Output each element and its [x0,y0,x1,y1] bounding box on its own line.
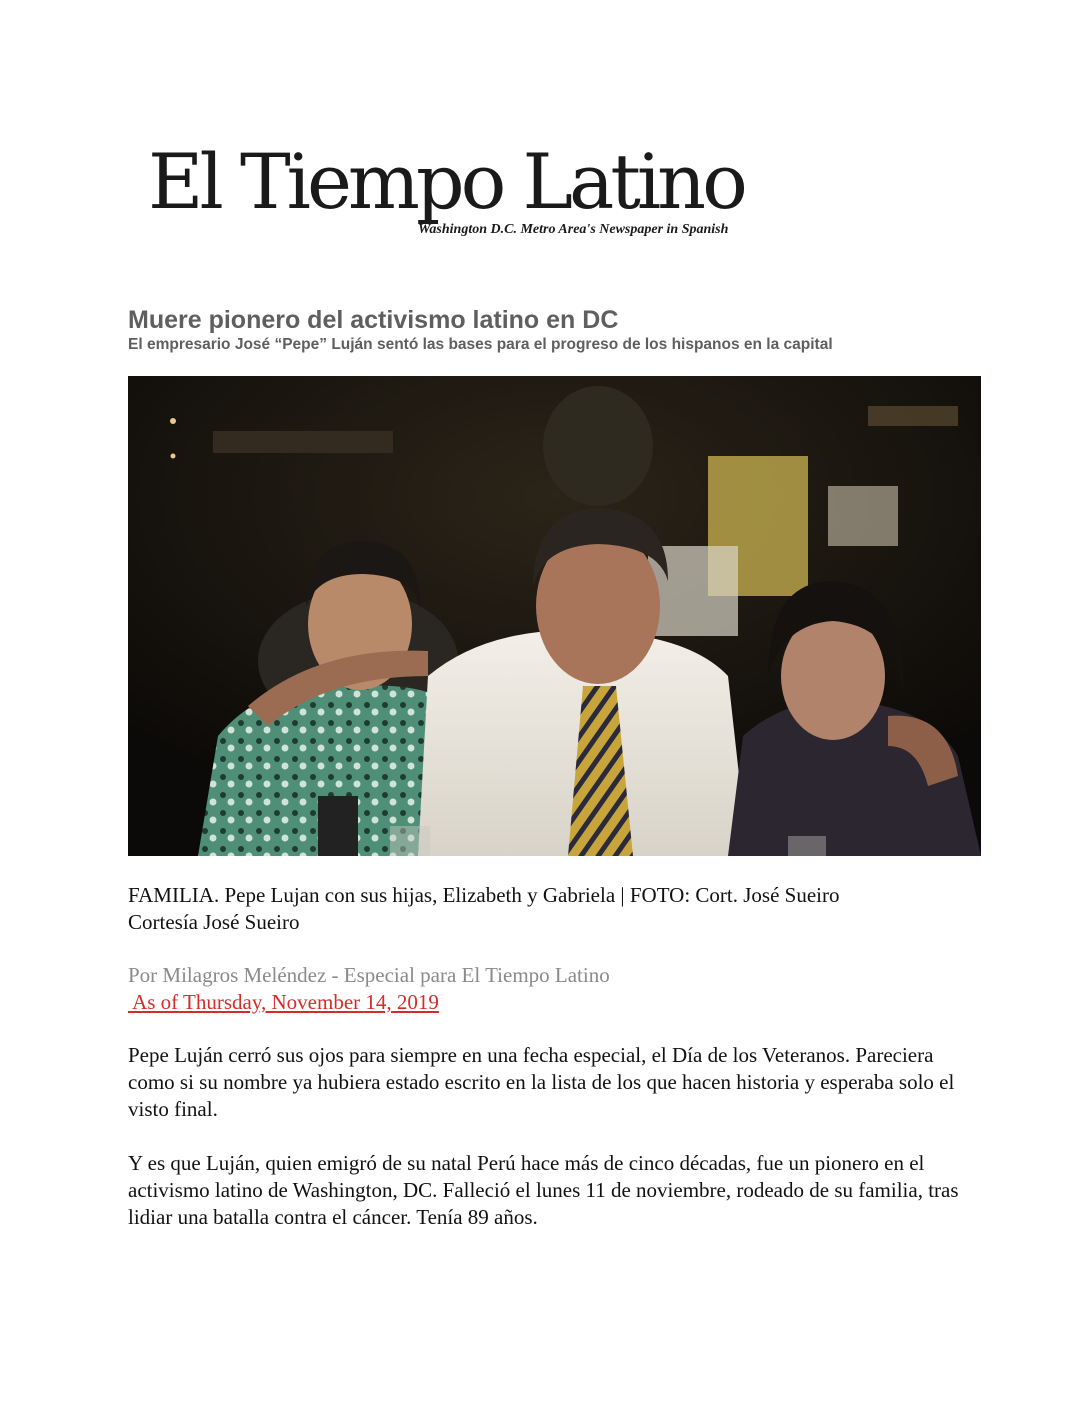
article-paragraph-2: Y es que Luján, quien emigró de su natal Perú hace más de cinco décadas, fue un pionero en el activismo latino de Washington, DC. Falleció el lunes 11 de noviembre, rodeado de su familia, tras lidiar una batalla contra el cáncer. Tenía 89 años. [128,1151,959,1229]
article-date-link[interactable]: As of Thursday, November 14, 2019 [128,990,439,1014]
article-paragraph-1: Pepe Luján cerró sus ojos para siempre en una fecha especial, el Día de los Veteranos. Pareciera como si su nombre ya hubiera estado escrito en la lista de los que hacen historia y esperaba solo el visto final. [128,1043,955,1121]
photo-caption [128,882,988,936]
masthead-logo [148,137,748,242]
article-headline: Muere pionero del activismo latino en DC [128,306,619,334]
caption-line-2: Cortesía José Sueiro [128,910,300,934]
masthead-title: El Tiempo Latino [148,137,744,226]
article-subheadline: El empresario José “Pepe” Luján sentó las bases para el progreso de los hispanos en la capital [128,336,833,353]
caption-line-1: FAMILIA. Pepe Lujan con sus hijas, Elizabeth y Gabriela | FOTO: Cort. José Sueiro [128,883,840,907]
article-byline: Por Milagros Meléndez - Especial para El Tiempo Latino [128,963,610,987]
article-photo [128,376,981,856]
masthead-tagline: Washington D.C. Metro Area's Newspaper in Spanish [418,222,729,237]
